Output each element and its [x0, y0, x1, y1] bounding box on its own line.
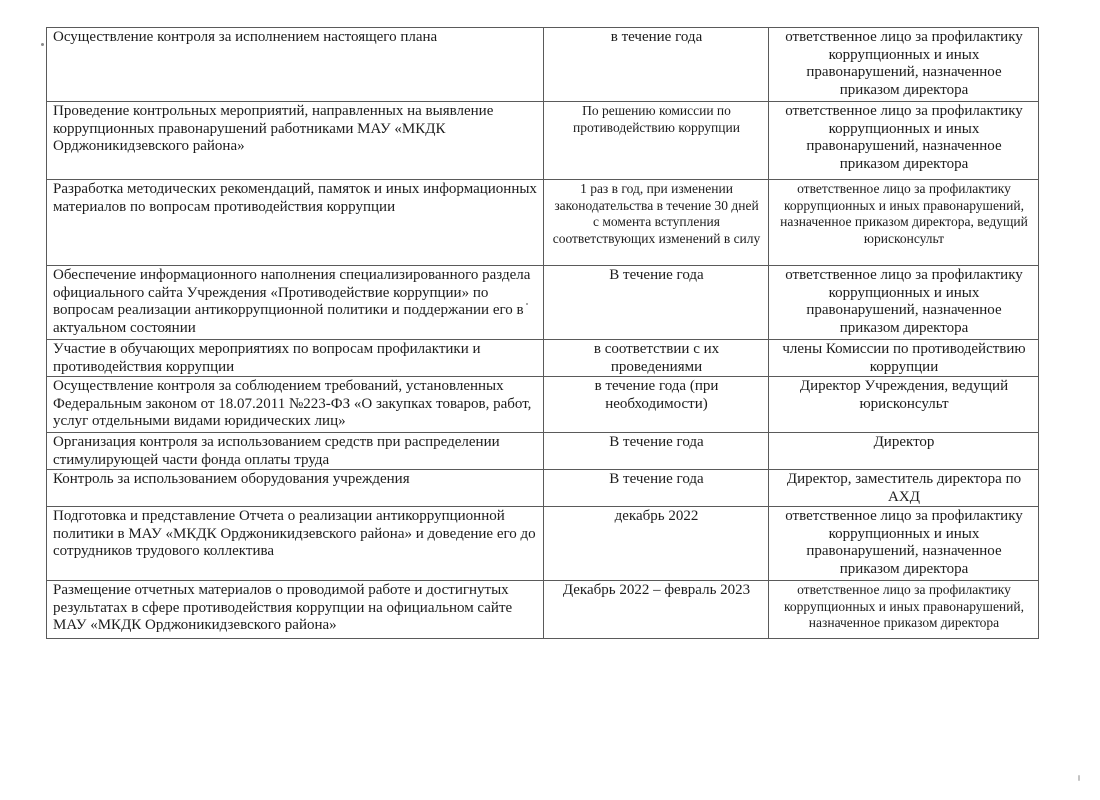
action-cell: Контроль за использованием оборудования учреждения — [47, 470, 544, 507]
responsible-cell: Директор, заместитель директора по АХД — [769, 470, 1039, 507]
deadline-cell: В течение года — [544, 266, 769, 340]
deadline-cell: 1 раз в год, при изменении законодательства в течение 30 дней с момента вступления соответствующих изменений в силу — [544, 180, 769, 266]
action-cell: Осуществление контроля за исполнением настоящего плана — [47, 28, 544, 102]
action-cell: Разработка методических рекомендаций, памяток и иных информационных материалов по вопросам противодействия коррупции — [47, 180, 544, 266]
deadline-cell: В течение года — [544, 433, 769, 470]
deadline-cell: в течение года — [544, 28, 769, 102]
table-row — [47, 470, 1039, 507]
table-row — [47, 581, 1039, 639]
responsible-cell: ответственное лицо за профилактику коррупционных и иных правонарушений, назначенное приказом директора — [769, 28, 1039, 102]
table-row — [47, 102, 1039, 180]
action-cell: Обеспечение информационного наполнения специализированного раздела официального сайта Учреждения «Противодействие коррупции» по вопросам реализации антикоррупционной политики и поддержании его в актуальном состоянии — [47, 266, 544, 340]
deadline-cell: в течение года (при необходимости) — [544, 377, 769, 433]
table-row — [47, 180, 1039, 266]
responsible-cell: ответственное лицо за профилактику коррупционных и иных правонарушений, назначенное приказом директора — [769, 581, 1039, 639]
deadline-cell: декабрь 2022 — [544, 507, 769, 581]
responsible-cell: ответственное лицо за профилактику коррупционных и иных правонарушений, назначенное приказом директора — [769, 266, 1039, 340]
action-plan-table — [46, 27, 1039, 639]
action-cell: Участие в обучающих мероприятиях по вопросам профилактики и противодействия коррупции — [47, 340, 544, 377]
table-row — [47, 507, 1039, 581]
action-cell: Проведение контрольных мероприятий, направленных на выявление коррупционных правонарушений работниками МАУ «МКДК Орджоникидзевского района» — [47, 102, 544, 180]
scan-speck — [1078, 775, 1080, 781]
responsible-cell: ответственное лицо за профилактику коррупционных и иных правонарушений, назначенное приказом директора, ведущий юрисконсульт — [769, 180, 1039, 266]
action-cell: Осуществление контроля за соблюдением требований, установленных Федеральным законом от 18.07.2011 №223-ФЗ «О закупках товаров, работ, услуг отдельными видами юридических лиц» — [47, 377, 544, 433]
table-row — [47, 433, 1039, 470]
table-row — [47, 340, 1039, 377]
responsible-cell: ответственное лицо за профилактику коррупционных и иных правонарушений, назначенное приказом директора — [769, 507, 1039, 581]
responsible-cell: ответственное лицо за профилактику коррупционных и иных правонарушений, назначенное приказом директора — [769, 102, 1039, 180]
action-cell: Подготовка и представление Отчета о реализации антикоррупционной политики в МАУ «МКДК Орджоникидзевского района» и доведение его до сотрудников трудового коллектива — [47, 507, 544, 581]
deadline-cell: В течение года — [544, 470, 769, 507]
deadline-cell: По решению комиссии по противодействию коррупции — [544, 102, 769, 180]
deadline-cell: в соответствии с их проведениями — [544, 340, 769, 377]
action-cell: Организация контроля за использованием средств при распределении стимулирующей части фонда оплаты труда — [47, 433, 544, 470]
table-row — [47, 377, 1039, 433]
scan-speck — [526, 303, 528, 305]
deadline-cell: Декабрь 2022 – февраль 2023 — [544, 581, 769, 639]
scan-speck — [41, 43, 44, 46]
responsible-cell: Директор — [769, 433, 1039, 470]
table-row — [47, 28, 1039, 102]
responsible-cell: члены Комиссии по противодействию коррупции — [769, 340, 1039, 377]
responsible-cell: Директор Учреждения, ведущий юрисконсульт — [769, 377, 1039, 433]
action-cell: Размещение отчетных материалов о проводимой работе и достигнутых результатах в сфере противодействия коррупции на официальном сайте МАУ «МКДК Орджоникидзевского района» — [47, 581, 544, 639]
table-row — [47, 266, 1039, 340]
